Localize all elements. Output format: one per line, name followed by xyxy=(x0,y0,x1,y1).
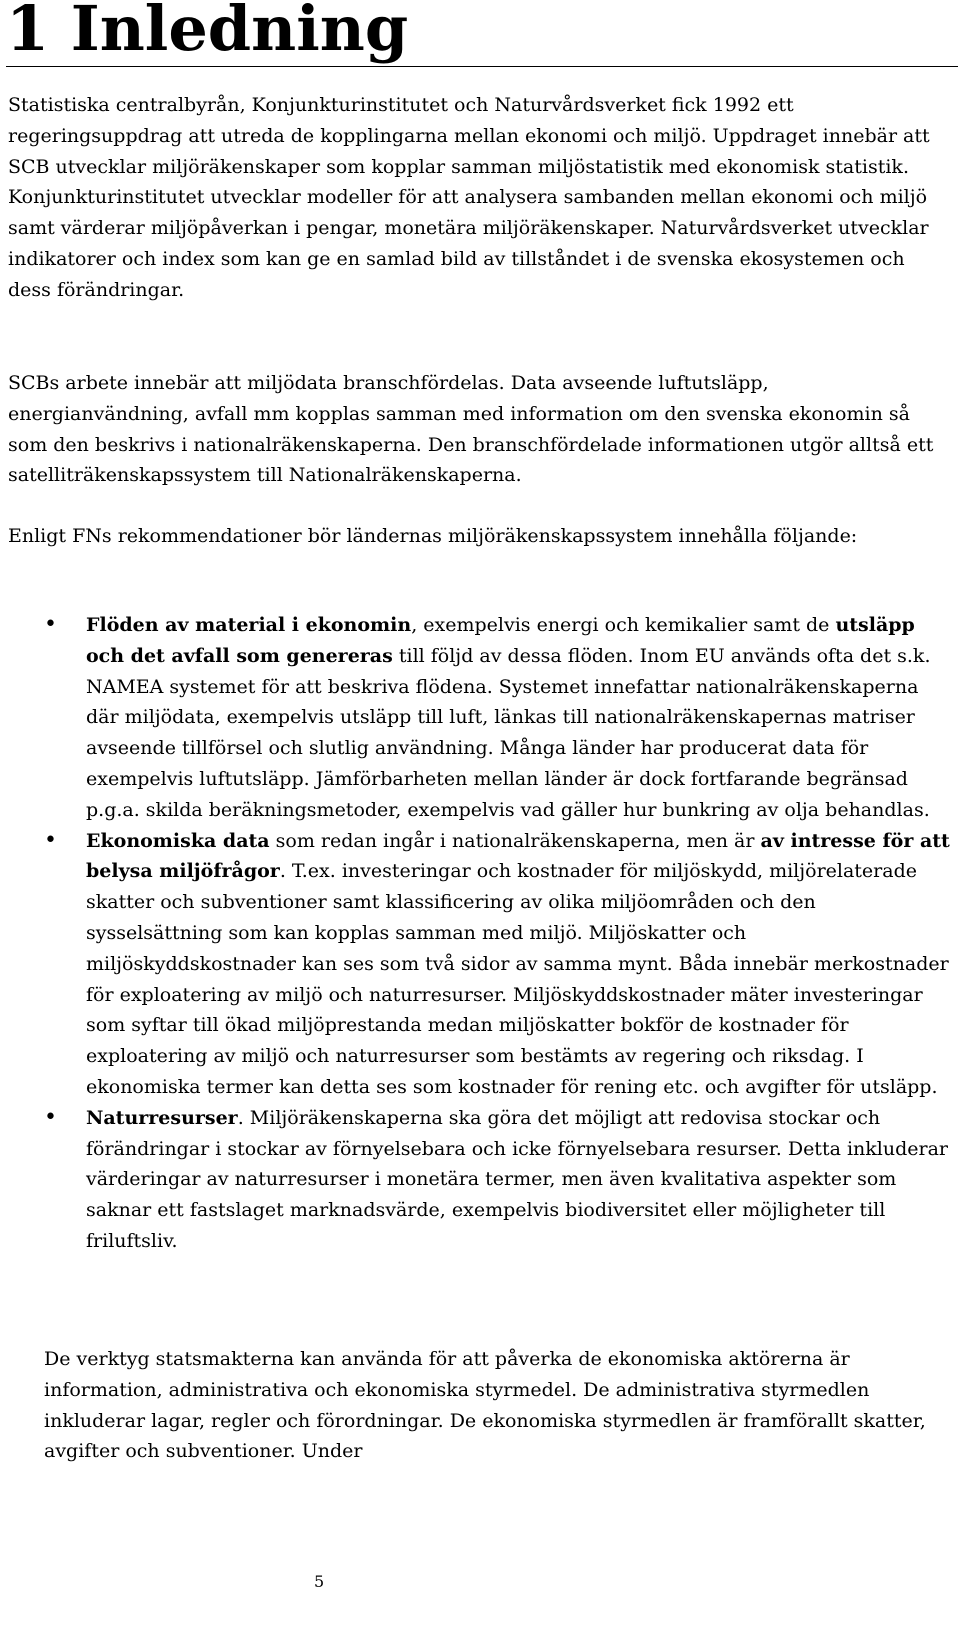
list-text: . Miljöräkenskaperna ska göra det möjligt att redovisa stockar och förändringar i stockar av förnyelsebara och icke förnyelsebara resurser. Detta inkluderar värderingar av naturresurser i monetära termer, men även kvalitativa aspekter som saknar ett fastslaget marknadsvärde, exempelvis biodiversitet eller möjligheter till friluftsliv. xyxy=(86,1106,948,1252)
bold-term: Naturresurser xyxy=(86,1106,238,1129)
list-item-natural-resources xyxy=(0,1103,960,1257)
policy-tools-paragraph: De verktyg statsmakterna kan använda för att påverka de ekonomiska aktörerna är information, administrativa och ekonomiska styrmedel. De administrativa styrmedlen inkluderar lagar, regler och förordningar. De ekonomiska styrmedlen är framförallt skatter, avgifter och subventioner. Under xyxy=(44,1348,926,1463)
list-item-text xyxy=(86,614,930,821)
bold-term: av intresse för att belysa miljöfrågor xyxy=(86,829,950,883)
bullet-icon: • xyxy=(44,827,57,853)
list-item-text xyxy=(86,830,950,1098)
page-number: 5 xyxy=(314,1572,325,1591)
bullet-icon: • xyxy=(44,1104,57,1130)
chapter-heading: 1 Inledning xyxy=(6,0,409,65)
bullet-icon: • xyxy=(44,612,57,637)
list-item-text xyxy=(86,1107,948,1252)
list-text: . T.ex. investeringar och kostnader för miljöskydd, miljörelaterade skatter och subventioner samt klassificering av olika miljöområden och den sysselsättning som kan kopplas samman med miljö. Miljöskatter och miljöskyddskostnader kan ses som två sidor av samma mynt. Båda innebär merkostnader för exploatering av miljö och naturresurser. Miljöskyddskostnader mäter investeringar som syftar till ökad miljöprestanda medan miljöskatter bokför de kostnader för exploatering av miljö och naturresurser som bestämts av regering och riksdag. I ekonomiska termer kan detta ses som kostnader för rening etc. och avgifter för utsläpp. xyxy=(86,860,949,1098)
list-text: , exempelvis energi och kemikalier samt de xyxy=(411,614,836,636)
heading-rule xyxy=(6,66,958,67)
list-item-material-flows xyxy=(0,610,960,826)
list-text: som redan ingår i nationalräkenskaperna, men är xyxy=(269,829,761,852)
list-item-economic-data xyxy=(0,826,960,1103)
bold-term: utsläpp och det avfall som genereras xyxy=(86,614,915,667)
bold-term: Flöden av material i ekonomin xyxy=(86,614,412,636)
bullet-list xyxy=(0,610,960,1257)
scb-work-paragraph: SCBs arbete innebär att miljödata branschfördelas. Data avseende luftutsläpp, energianvändning, avfall mm kopplas samman med information om den svenska ekonomin så som den beskrivs i nationalräkenskaperna. Den branschfördelade informationen utgör alltså ett satelliträkenskapssystem till Nationalräkenskaperna. xyxy=(8,372,934,487)
bold-term: Ekonomiska data xyxy=(86,829,270,852)
un-recommendations-paragraph: Enligt FNs rekommendationer bör ländernas miljöräkenskapssystem innehålla följande: xyxy=(8,525,858,547)
list-text: till följd av dessa flöden. Inom EU används ofta det s.k. NAMEA systemet för att beskriva flödena. Systemet innefattar nationalräkenskaperna där miljödata, exempelvis utsläpp till luft, länkas till nationalräkenskapernas matriser avseende tillförsel och slutlig användning. Många länder har producerat data för exempelvis luftutsläpp. Jämförbarheten mellan länder är dock fortfarande begränsad p.g.a. skilda beräkningsmetoder, exempelvis vad gäller hur bunkring av olja behandlas. xyxy=(86,644,931,821)
intro-paragraph: Statistiska centralbyrån, Konjunkturinstitutet och Naturvårdsverket fick 1992 ett regeringsuppdrag att utreda de kopplingarna mellan ekonomi och miljö. Uppdraget innebär att SCB utvecklar miljöräkenskaper som kopplar samman miljöstatistik med ekonomisk statistik. Konjunkturinstitutet utvecklar modeller för att analysera sambanden mellan ekonomi och miljö samt värderar miljöpåverkan i pengar, monetära miljöräkenskaper. Naturvårdsverket utvecklar indikatorer och index som kan ge en samlad bild av tillståndet i de svenska ekosystemen och dess förändringar. xyxy=(8,94,930,301)
